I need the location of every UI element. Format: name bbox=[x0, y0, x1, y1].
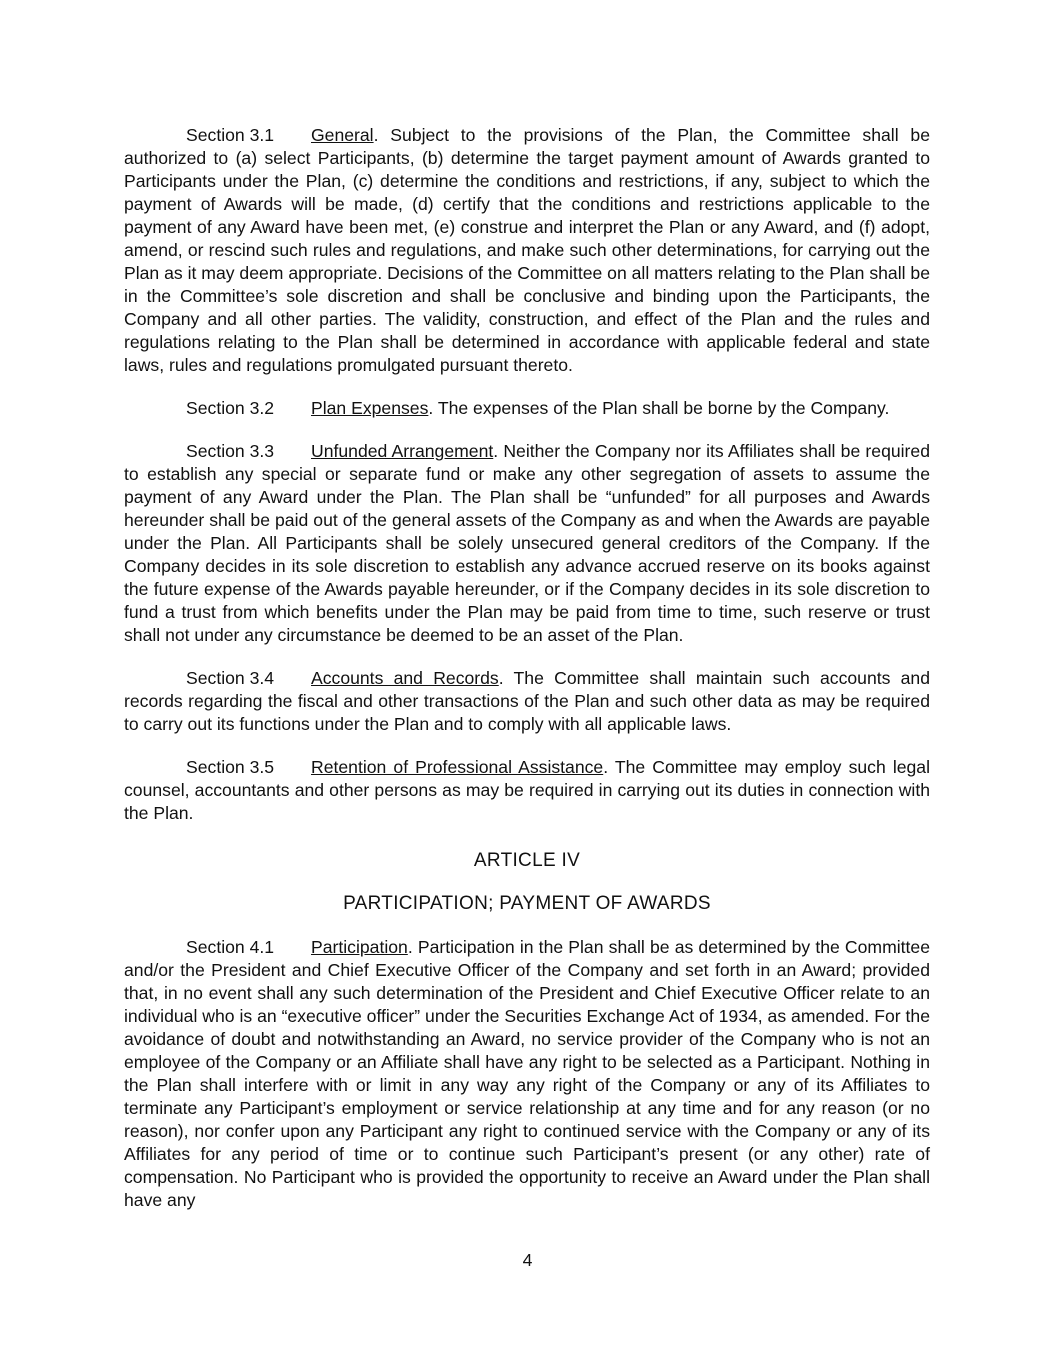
section-label: Section 4.1 bbox=[186, 937, 275, 957]
section-label: Section 3.4 bbox=[186, 668, 275, 688]
section-3-3-paragraph bbox=[124, 440, 930, 647]
section-title: General bbox=[311, 125, 374, 145]
section-label: Section 3.2 bbox=[186, 398, 275, 418]
section-body: . The Committee shall maintain such accounts and records regarding the fiscal and other transactions of the Plan and such other data as may be required to carry out its functions under the Plan and to comply with all applicable laws. bbox=[124, 668, 931, 734]
article-number-heading: ARTICLE IV bbox=[473, 850, 581, 871]
document-page bbox=[124, 124, 930, 1212]
section-title: Unfunded Arrangement bbox=[311, 441, 494, 461]
section-title: Plan Expenses bbox=[311, 398, 429, 418]
section-body: . Neither the Company nor its Affiliates shall be required to establish any special or separate fund or make any other segregation of assets to assume the payment of any Award under the Plan. The Plan shall be “unfunded” for all purposes and Awards hereunder shall be paid out of the general assets of the Company as and when the Awards are payable under the Plan. All Participants shall be solely unsecured general creditors of the Company. If the Company decides in its sole discretion to establish any advance accrued reserve on its books against the future expense of the Awards payable hereunder, or if the Company decides in its sole discretion to fund a trust from which benefits under the Plan may be paid from time to time, such reserve or trust shall not under any circumstance be deemed to be an asset of the Plan. bbox=[124, 441, 930, 645]
section-body: . Participation in the Plan shall be as determined by the Committee and/or the President and Chief Executive Officer of the Company and set forth in an Award; provided that, in no event shall any such determination of the President and Chief Executive Officer relate to an individual who is an “executive officer” under the Securities Exchange Act of 1934, as amended. For the avoidance of doubt and notwithstanding an Award, no service provider of the Company who is not an employee of the Company or an Affiliate shall have any right to be selected as a Participant. Nothing in the Plan shall interfere with or limit in any way any right of the Company or any of its Affiliates to terminate any Participant’s employment or service relationship at any time and for any reason (or no reason), nor confer upon any Participant any right to continued service with the Company or any of its Affiliates for any period of time or to continue such Participant’s present (or any other) rate of compensation. No Participant who is provided the opportunity to receive an Award under the Plan shall have any bbox=[124, 937, 930, 1210]
article-title-heading: PARTICIPATION; PAYMENT OF AWARDS bbox=[343, 893, 711, 914]
section-4-1-paragraph bbox=[124, 936, 930, 1212]
section-body: . The Committee may employ such legal counsel, accountants and other persons as may be required in carrying out its duties in connection with the Plan. bbox=[124, 757, 931, 823]
section-3-1-paragraph bbox=[124, 124, 930, 377]
section-body: . Subject to the provisions of the Plan, the Committee shall be authorized to (a) select Participants, (b) determine the target payment amount of Awards granted to Participants under the Plan, (c) determine the conditions and restrictions, if any, subject to which the payment of Awards will be made, (d) certify that the conditions and restrictions applicable to the payment of any Award have been met, (e) construe and interpret the Plan or any Award, and (f) adopt, amend, or rescind such rules and regulations, and make such other determinations, for carrying out the Plan as it may deem appropriate. Decisions of the Committee on all matters relating to the Plan shall be in the Committee’s sole discretion and shall be conclusive and binding upon the Participants, the Company and all other parties. The validity, construction, and effect of the Plan and the rules and regulations relating to the Plan shall be determined in accordance with applicable federal and state laws, rules and regulations promulgated pursuant thereto. bbox=[124, 125, 930, 375]
section-title: Retention of Professional Assistance bbox=[311, 757, 604, 777]
page-number: 4 bbox=[522, 1250, 533, 1270]
section-body: . The expenses of the Plan shall be borne by the Company. bbox=[428, 398, 890, 418]
section-3-2-paragraph bbox=[124, 397, 930, 420]
section-title: Participation bbox=[311, 937, 408, 957]
section-label: Section 3.1 bbox=[186, 125, 275, 145]
section-title: Accounts and Records bbox=[311, 668, 499, 688]
section-label: Section 3.3 bbox=[186, 441, 275, 461]
section-3-4-paragraph bbox=[124, 667, 930, 736]
section-label: Section 3.5 bbox=[186, 757, 275, 777]
section-3-5-paragraph bbox=[124, 756, 930, 825]
